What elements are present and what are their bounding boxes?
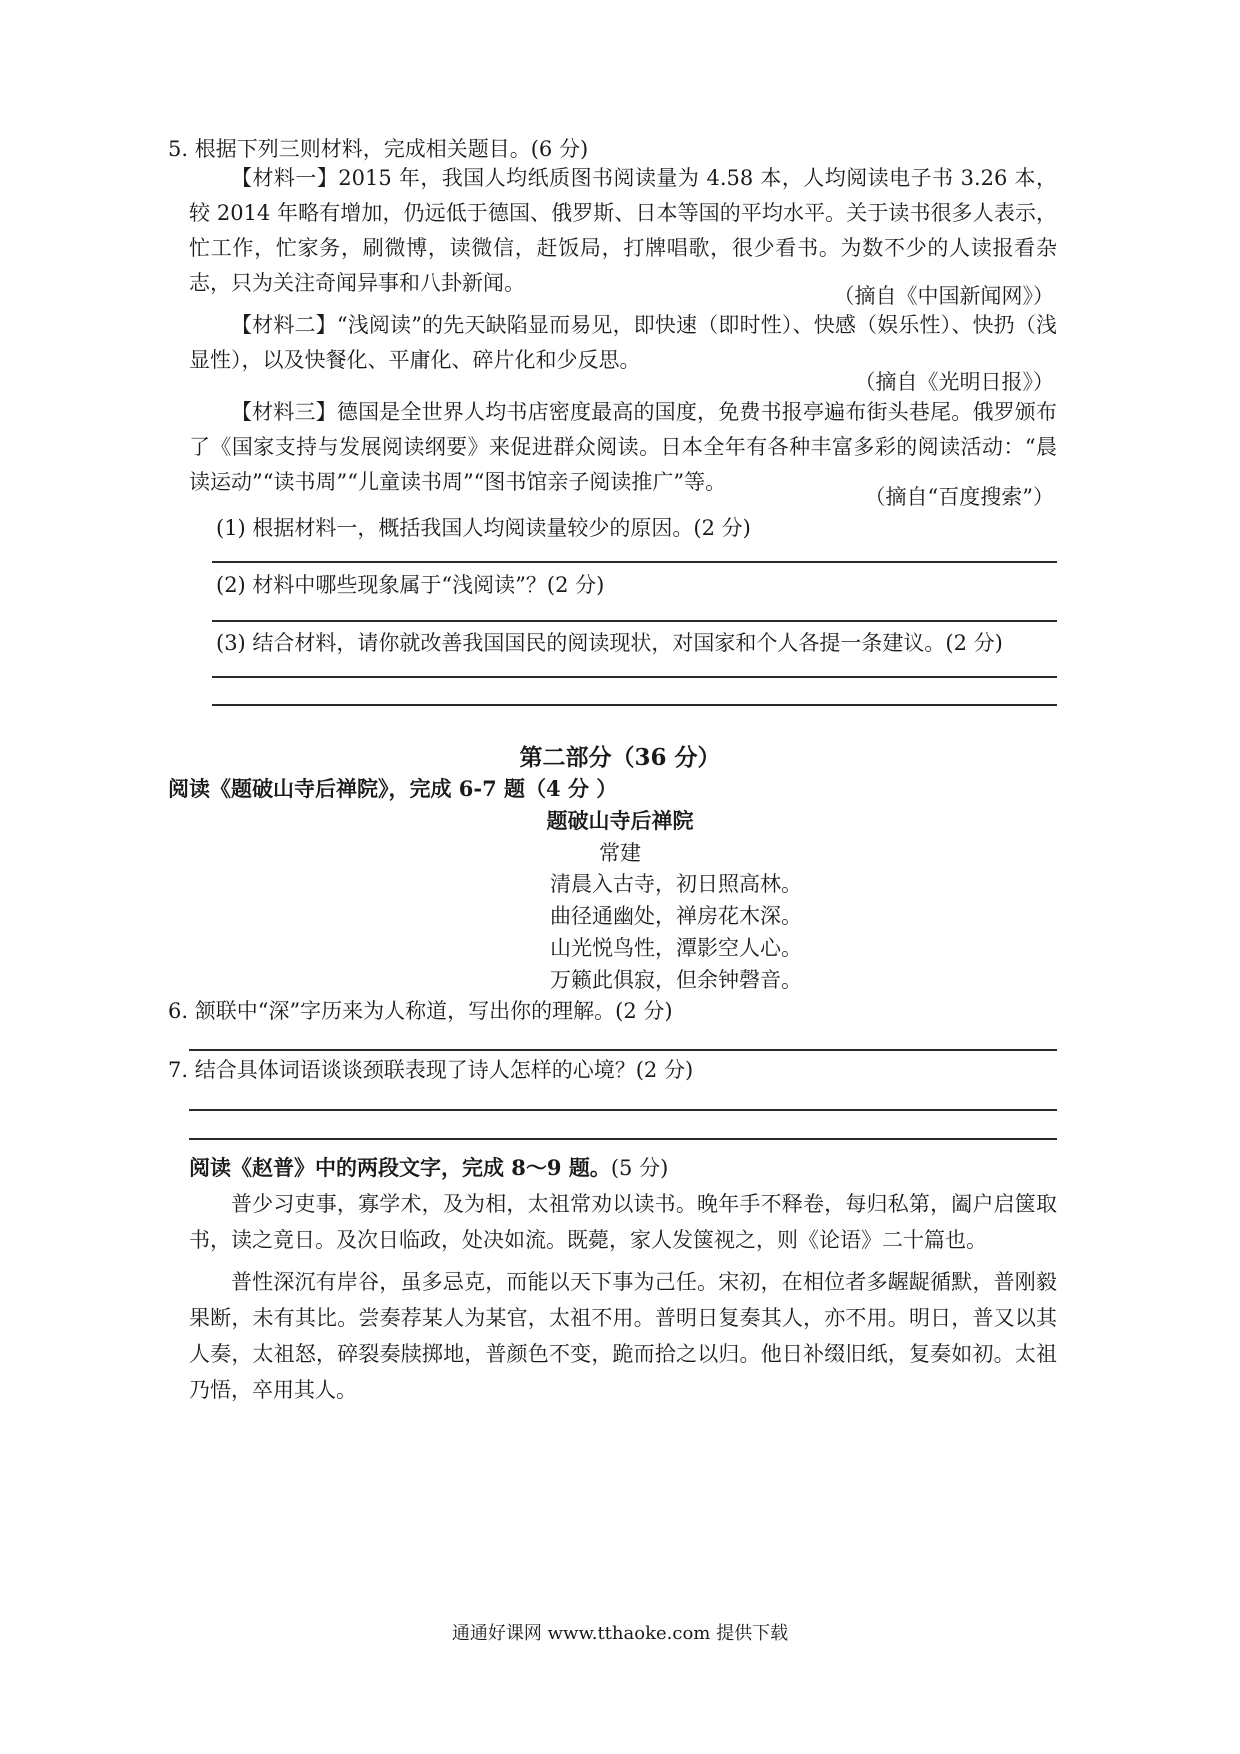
q5-heading: 5. 根据下列三则材料，完成相关题目。(6 分) bbox=[168, 137, 589, 161]
answer-line bbox=[212, 620, 1057, 622]
q6: 6. 颔联中“深”字历来为人称道，写出你的理解。(2 分) bbox=[168, 999, 673, 1023]
material-1-source: （摘自《中国新闻网》） bbox=[833, 284, 1054, 308]
poem-title: 题破山寺后禅院 bbox=[546, 808, 694, 833]
answer-line bbox=[189, 1109, 1057, 1111]
poem-line-1: 清晨入古寺，初日照高林。 bbox=[550, 872, 802, 896]
material-1: 【材料一】2015 年，我国人均纸质图书阅读量为 4.58 本，人均阅读电子书 3.26 本，较 2014 年略有增加，仍远低于德国、俄罗斯、日本等国的平均水平。关于读书很多人表示，忙工作，忙家务，刷微博，读微信，赶饭局，打牌唱歌，很少看书。为数不少的人读报看杂志，只为关注奇闻异事和八卦新闻。 bbox=[189, 166, 1057, 295]
page-footer: 通通好课网 www.tthaoke.com 提供下载 bbox=[451, 1623, 789, 1644]
q5-sub2: (2) 材料中哪些现象属于“浅阅读”？(2 分) bbox=[216, 573, 605, 597]
prose-paragraph-1: 普少习吏事，寡学术，及为相，太祖常劝以读书。晚年手不释卷，每归私第，阖户启箧取书，读之竟日。及次日临政，处决如流。既薨，家人发箧视之，则《论语》二十篇也。 bbox=[189, 1192, 1057, 1252]
prose-intro-text: 阅读《赵普》中的两段文字，完成 8～9 题。 bbox=[189, 1155, 611, 1180]
answer-line bbox=[212, 704, 1057, 706]
prose-intro bbox=[189, 1153, 668, 1183]
poem-line-3: 山光悦鸟性，潭影空人心。 bbox=[550, 936, 802, 960]
prose-intro-score: (5 分) bbox=[610, 1156, 669, 1180]
material-3: 【材料三】德国是全世界人均书店密度最高的国度，免费书报亭遍布街头巷尾。俄罗颁布了《国家支持与发展阅读纲要》来促进群众阅读。日本全年有各种丰富多彩的阅读活动：“晨读运动”“读书周”“儿童读书周”“图书馆亲子阅读推广”等。 bbox=[189, 400, 1057, 494]
answer-line bbox=[189, 1138, 1057, 1140]
material-2: 【材料二】“浅阅读”的先天缺陷显而易见，即快速（即时性）、快感（娱乐性）、快扔（浅显性），以及快餐化、平庸化、碎片化和少反思。 bbox=[189, 313, 1057, 372]
prose-paragraph-2: 普性深沉有岸谷，虽多忌克，而能以天下事为己任。宋初，在相位者多龌龊循默，普刚毅果断，未有其比。尝奏荐某人为某官，太祖不用。普明日复奏其人，亦不用。明日，普又以其人奏，太祖怒，碎裂奏牍掷地，普颜色不变，跪而拾之以归。他日补缀旧纸，复奏如初。太祖乃悟，卒用其人。 bbox=[189, 1270, 1057, 1402]
answer-line bbox=[189, 1049, 1057, 1051]
answer-line bbox=[212, 561, 1057, 563]
material-2-source: （摘自《光明日报》） bbox=[854, 370, 1054, 394]
material-3-source: （摘自“百度搜索”） bbox=[864, 485, 1054, 509]
poem-line-2: 曲径通幽处，禅房花木深。 bbox=[550, 904, 802, 928]
q7: 7. 结合具体词语谈谈颈联表现了诗人怎样的心境？(2 分) bbox=[168, 1058, 694, 1082]
answer-line bbox=[212, 676, 1057, 678]
q5-sub3: (3) 结合材料，请你就改善我国国民的阅读现状，对国家和个人各提一条建议。(2 分) bbox=[216, 631, 1003, 655]
part2-title: 第二部分（36 分） bbox=[519, 744, 721, 771]
poem-author: 常建 bbox=[599, 841, 641, 865]
poem-intro: 阅读《题破山寺后禅院》，完成 6-7 题（4 分 ） bbox=[168, 776, 618, 801]
q5-sub1: (1) 根据材料一，概括我国人均阅读量较少的原因。(2 分) bbox=[216, 516, 751, 540]
poem-line-4: 万籁此俱寂，但余钟磬音。 bbox=[550, 968, 802, 992]
